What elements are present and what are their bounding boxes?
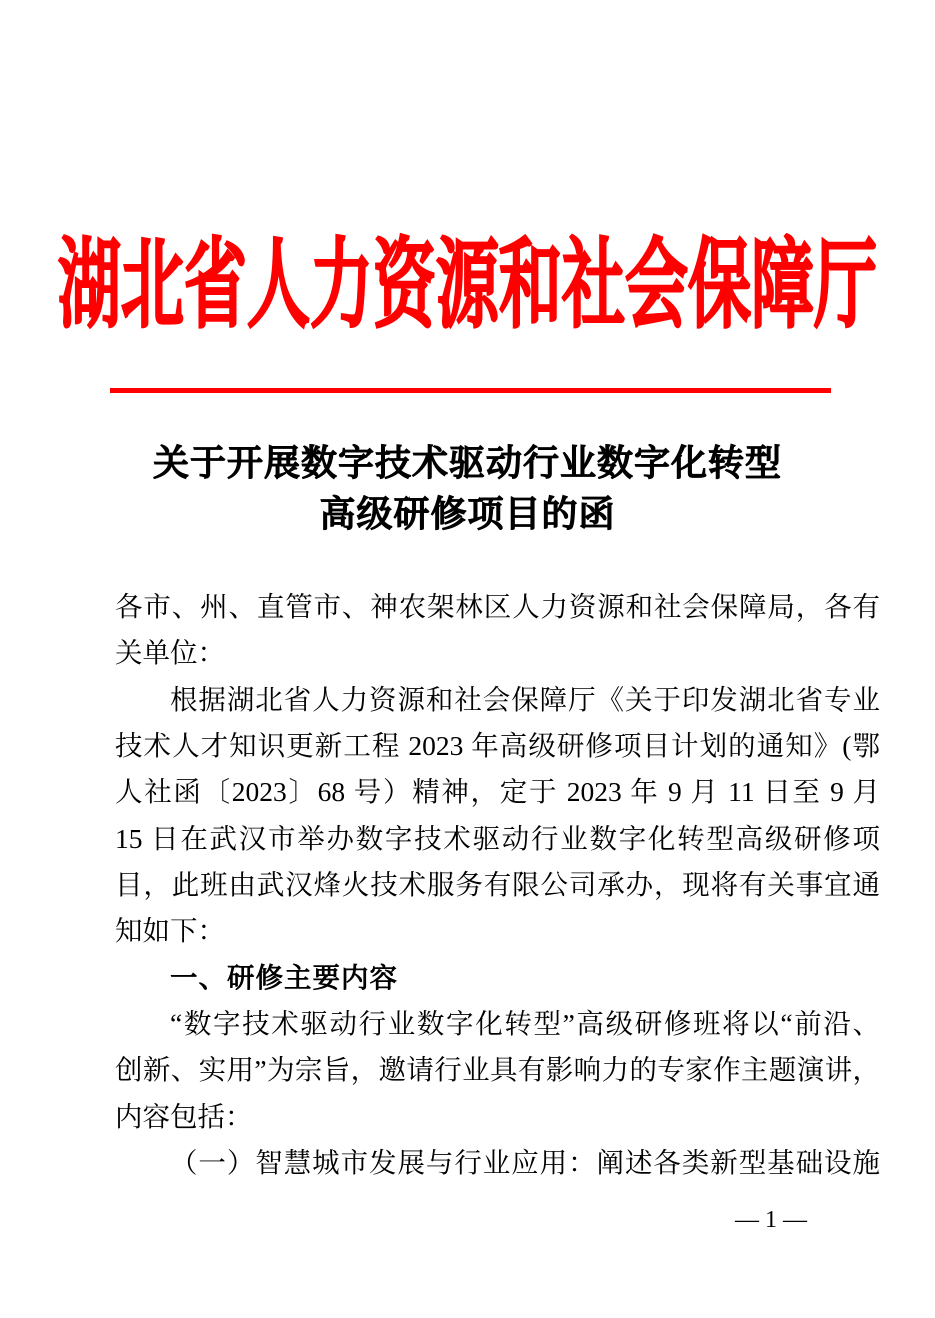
body-line: 目，此班由武汉烽火技术服务有限公司承办，现将有关事宜通 <box>115 869 880 901</box>
body-line: （一）智慧城市发展与行业应用：阐述各类新型基础设施 <box>170 1147 880 1179</box>
document-title-line2: 高级研修项目的函 <box>319 494 616 534</box>
body-line: 根据湖北省人力资源和社会保障厅《关于印发湖北省专业 <box>170 683 880 715</box>
body-line: 技术人才知识更新工程 2023 年高级研修项目计划的通知》(鄂 <box>115 730 880 762</box>
document-title-line1: 关于开展数字技术驱动行业数字化转型 <box>152 443 782 483</box>
page-number: — 1 — <box>735 1207 807 1233</box>
letterhead-org-name: 湖北省人力资源和社会保障厅 <box>58 231 877 340</box>
body-line: “数字技术驱动行业数字化转型”高级研修班将以“前沿、 <box>170 1008 880 1040</box>
letterhead-divider <box>110 388 831 393</box>
section-heading: 一、研修主要内容 <box>170 961 398 993</box>
body-line: 关单位： <box>115 637 225 669</box>
body-line: 人社函〔2023〕68 号）精神，定于 2023 年 9 月 11 日至 9 月 <box>115 776 880 808</box>
body-line: 各市、州、直管市、神农架林区人力资源和社会保障局，各有 <box>115 591 880 622</box>
body-line: 内容包括： <box>115 1100 253 1132</box>
body-line: 创新、实用”为宗旨，邀请行业具有影响力的专家作主题演讲， <box>115 1054 880 1086</box>
body-text <box>115 584 880 1186</box>
body-line: 知如下： <box>115 915 225 947</box>
document-title <box>0 438 935 540</box>
body-line: 15 日在武汉市举办数字技术驱动行业数字化转型高级研修项 <box>115 822 880 854</box>
